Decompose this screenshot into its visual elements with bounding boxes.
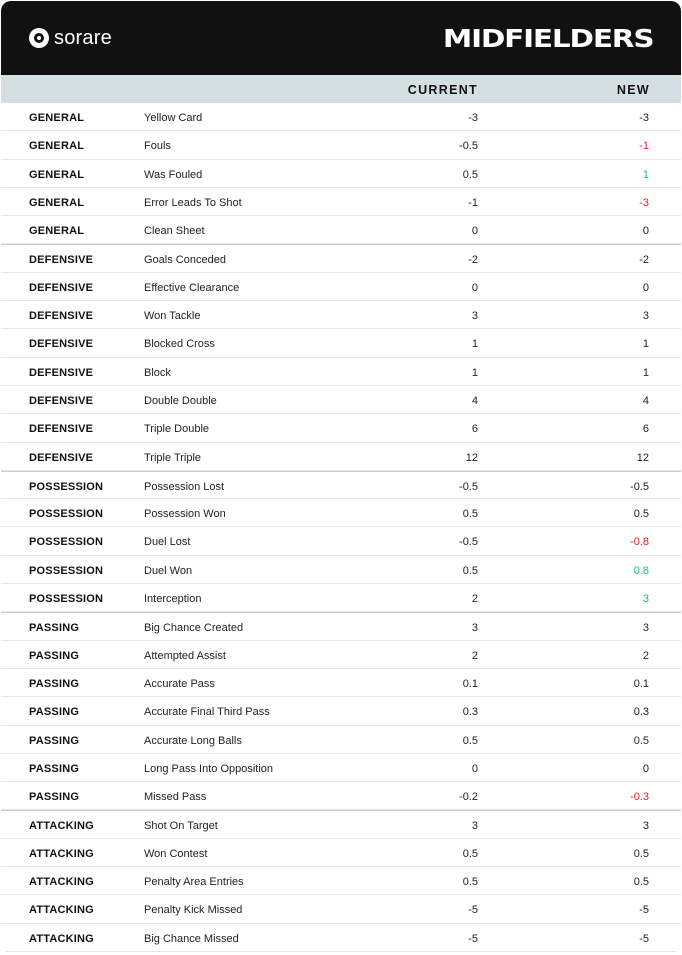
row-new-value: -0.8 bbox=[630, 536, 649, 549]
row-new-value: 1 bbox=[642, 338, 649, 351]
row-new-value: 0 bbox=[642, 225, 649, 238]
row-current-value: 0 bbox=[471, 225, 478, 238]
header-bar bbox=[1, 1, 681, 75]
row-action: Long Pass Into Opposition bbox=[144, 762, 274, 775]
row-action: Accurate Final Third Pass bbox=[144, 706, 270, 719]
row-current-value: -1 bbox=[468, 196, 478, 209]
row-action: Effective Clearance bbox=[144, 281, 240, 294]
row-category: GENERAL bbox=[29, 140, 85, 153]
row-new-value: -3 bbox=[639, 196, 649, 209]
row-action: Accurate Long Balls bbox=[144, 734, 242, 747]
table-row bbox=[1, 612, 681, 640]
row-current-value: 0 bbox=[471, 762, 478, 775]
row-action: Triple Triple bbox=[144, 451, 202, 464]
row-current-value: 0.5 bbox=[462, 564, 478, 577]
row-new-value: 0.8 bbox=[633, 564, 649, 577]
table-row bbox=[1, 584, 681, 612]
row-current-value: 0.3 bbox=[462, 706, 478, 719]
row-new-value: 0.5 bbox=[633, 847, 649, 860]
row-category: POSSESSION bbox=[29, 593, 104, 606]
row-category: PASSING bbox=[29, 762, 80, 775]
row-new-value: -1 bbox=[639, 140, 649, 153]
brand-logo bbox=[29, 27, 112, 50]
row-action: Won Contest bbox=[144, 847, 208, 860]
row-new-value: 4 bbox=[642, 394, 649, 407]
row-current-value: -0.2 bbox=[459, 791, 478, 804]
table-row bbox=[1, 754, 681, 782]
row-category: DEFENSIVE bbox=[29, 310, 94, 323]
row-category: ATTACKING bbox=[29, 904, 94, 917]
row-category: ATTACKING bbox=[29, 820, 94, 833]
row-category: DEFENSIVE bbox=[29, 366, 94, 379]
row-category: GENERAL bbox=[29, 168, 85, 181]
row-category: PASSING bbox=[29, 649, 80, 662]
row-current-value: 2 bbox=[471, 593, 478, 606]
table-row bbox=[1, 131, 681, 159]
row-action: Duel Lost bbox=[144, 536, 191, 549]
row-category: GENERAL bbox=[29, 196, 85, 209]
row-category: POSSESSION bbox=[29, 508, 104, 521]
row-action: Penalty Area Entries bbox=[144, 876, 244, 889]
row-category: PASSING bbox=[29, 622, 80, 635]
row-action: Big Chance Missed bbox=[144, 932, 239, 945]
row-action: Possession Lost bbox=[144, 480, 225, 493]
row-action: Attempted Assist bbox=[144, 649, 226, 662]
table-row bbox=[1, 160, 681, 188]
row-action: Triple Double bbox=[144, 423, 210, 436]
row-action: Duel Won bbox=[144, 564, 193, 577]
row-new-value: 3 bbox=[642, 593, 649, 606]
row-category: GENERAL bbox=[29, 112, 85, 124]
row-new-value: 2 bbox=[642, 649, 649, 662]
row-action: Interception bbox=[144, 593, 202, 606]
row-current-value: -5 bbox=[468, 932, 478, 945]
scoring-table bbox=[1, 103, 681, 952]
row-action: Error Leads To Shot bbox=[144, 196, 242, 209]
row-new-value: -2 bbox=[639, 254, 649, 267]
row-current-value: 3 bbox=[471, 622, 478, 635]
row-category: ATTACKING bbox=[29, 876, 94, 889]
row-action: Blocked Cross bbox=[144, 338, 215, 351]
page-title: MIDFIELDERS bbox=[442, 23, 653, 53]
column-header-current: CURRENT bbox=[407, 83, 478, 97]
row-category: PASSING bbox=[29, 734, 80, 747]
row-new-value: -0.5 bbox=[630, 480, 649, 493]
row-action: Yellow Card bbox=[144, 112, 203, 124]
row-new-value: 1 bbox=[642, 168, 649, 181]
row-current-value: 0.5 bbox=[462, 847, 478, 860]
row-new-value: 3 bbox=[642, 820, 649, 833]
row-current-value: -0.5 bbox=[459, 140, 478, 153]
row-current-value: 4 bbox=[471, 394, 478, 407]
table-row bbox=[1, 329, 681, 357]
column-header-new: NEW bbox=[616, 83, 650, 97]
row-new-value: 6 bbox=[642, 423, 649, 436]
row-current-value: -3 bbox=[468, 112, 478, 124]
row-category: POSSESSION bbox=[29, 480, 104, 493]
table-row bbox=[1, 782, 681, 810]
row-current-value: 1 bbox=[471, 366, 478, 379]
table-row bbox=[1, 103, 681, 131]
row-category: POSSESSION bbox=[29, 536, 104, 549]
row-category: PASSING bbox=[29, 677, 80, 690]
column-header-row bbox=[1, 75, 681, 103]
row-new-value: 0.1 bbox=[633, 677, 649, 690]
table-row bbox=[1, 641, 681, 669]
row-new-value: 1 bbox=[642, 366, 649, 379]
table-row bbox=[1, 273, 681, 301]
row-new-value: -5 bbox=[639, 904, 649, 917]
row-current-value: -5 bbox=[468, 904, 478, 917]
row-current-value: 0.5 bbox=[462, 168, 478, 181]
row-current-value: 2 bbox=[471, 649, 478, 662]
brand-name: sorare bbox=[54, 26, 112, 49]
row-new-value: 3 bbox=[642, 310, 649, 323]
row-action: Clean Sheet bbox=[144, 225, 205, 238]
row-category: ATTACKING bbox=[29, 847, 94, 860]
row-action: Was Fouled bbox=[144, 168, 203, 181]
row-category: DEFENSIVE bbox=[29, 423, 94, 436]
scoring-card bbox=[1, 1, 681, 953]
row-action: Goals Conceded bbox=[144, 254, 226, 267]
row-category: ATTACKING bbox=[29, 932, 94, 945]
table-row bbox=[1, 527, 681, 555]
table-row bbox=[1, 301, 681, 329]
table-row bbox=[1, 924, 681, 952]
row-category: DEFENSIVE bbox=[29, 394, 94, 407]
row-current-value: 3 bbox=[471, 310, 478, 323]
row-category: PASSING bbox=[29, 706, 80, 719]
table-row bbox=[1, 386, 681, 414]
row-action: Accurate Pass bbox=[144, 677, 215, 690]
row-current-value: 0.5 bbox=[462, 734, 478, 747]
table-row bbox=[1, 810, 681, 838]
row-action: Big Chance Created bbox=[144, 622, 244, 635]
table-row bbox=[1, 443, 681, 471]
table-row bbox=[1, 697, 681, 725]
row-category: DEFENSIVE bbox=[29, 338, 94, 351]
row-new-value: -3 bbox=[639, 112, 649, 124]
row-current-value: 0.5 bbox=[462, 508, 478, 521]
table-row bbox=[1, 414, 681, 442]
row-action: Shot On Target bbox=[144, 820, 218, 833]
table-row bbox=[1, 669, 681, 697]
row-current-value: -0.5 bbox=[459, 536, 478, 549]
table-row bbox=[1, 895, 681, 923]
row-new-value: 0 bbox=[642, 762, 649, 775]
row-new-value: 0.5 bbox=[633, 734, 649, 747]
table-row bbox=[1, 188, 681, 216]
table-row bbox=[1, 556, 681, 584]
row-current-value: -2 bbox=[468, 254, 478, 267]
table-row bbox=[1, 216, 681, 244]
table-row bbox=[1, 867, 681, 895]
row-category: POSSESSION bbox=[29, 564, 104, 577]
row-category: DEFENSIVE bbox=[29, 451, 94, 464]
row-action: Won Tackle bbox=[144, 310, 201, 323]
row-current-value: 12 bbox=[465, 451, 478, 464]
table-row bbox=[1, 244, 681, 272]
row-new-value: 12 bbox=[636, 451, 649, 464]
row-current-value: 0.5 bbox=[462, 876, 478, 889]
row-new-value: 0.3 bbox=[633, 706, 649, 719]
row-action: Missed Pass bbox=[144, 791, 207, 804]
row-current-value: -0.5 bbox=[459, 480, 478, 493]
row-category: DEFENSIVE bbox=[29, 254, 94, 267]
row-new-value: 0.5 bbox=[633, 508, 649, 521]
row-action: Penalty Kick Missed bbox=[144, 904, 243, 917]
row-category: PASSING bbox=[29, 791, 80, 804]
row-action: Fouls bbox=[144, 140, 171, 153]
table-row bbox=[1, 839, 681, 867]
row-new-value: -5 bbox=[639, 932, 649, 945]
table-row bbox=[1, 499, 681, 527]
row-action: Possession Won bbox=[144, 508, 226, 521]
row-new-value: 0 bbox=[642, 281, 649, 294]
table-row bbox=[1, 471, 681, 499]
row-action: Double Double bbox=[144, 394, 217, 407]
row-current-value: 1 bbox=[471, 338, 478, 351]
row-new-value: 3 bbox=[642, 622, 649, 635]
row-current-value: 0 bbox=[471, 281, 478, 294]
row-current-value: 6 bbox=[471, 423, 478, 436]
row-current-value: 3 bbox=[471, 820, 478, 833]
row-category: DEFENSIVE bbox=[29, 281, 94, 294]
row-new-value: 0.5 bbox=[633, 876, 649, 889]
sorare-logo-icon bbox=[29, 28, 49, 48]
row-action: Block bbox=[144, 366, 171, 379]
table-row bbox=[1, 726, 681, 754]
row-current-value: 0.1 bbox=[462, 677, 478, 690]
table-row bbox=[1, 358, 681, 386]
row-new-value: -0.3 bbox=[630, 791, 649, 804]
row-category: GENERAL bbox=[29, 225, 85, 238]
